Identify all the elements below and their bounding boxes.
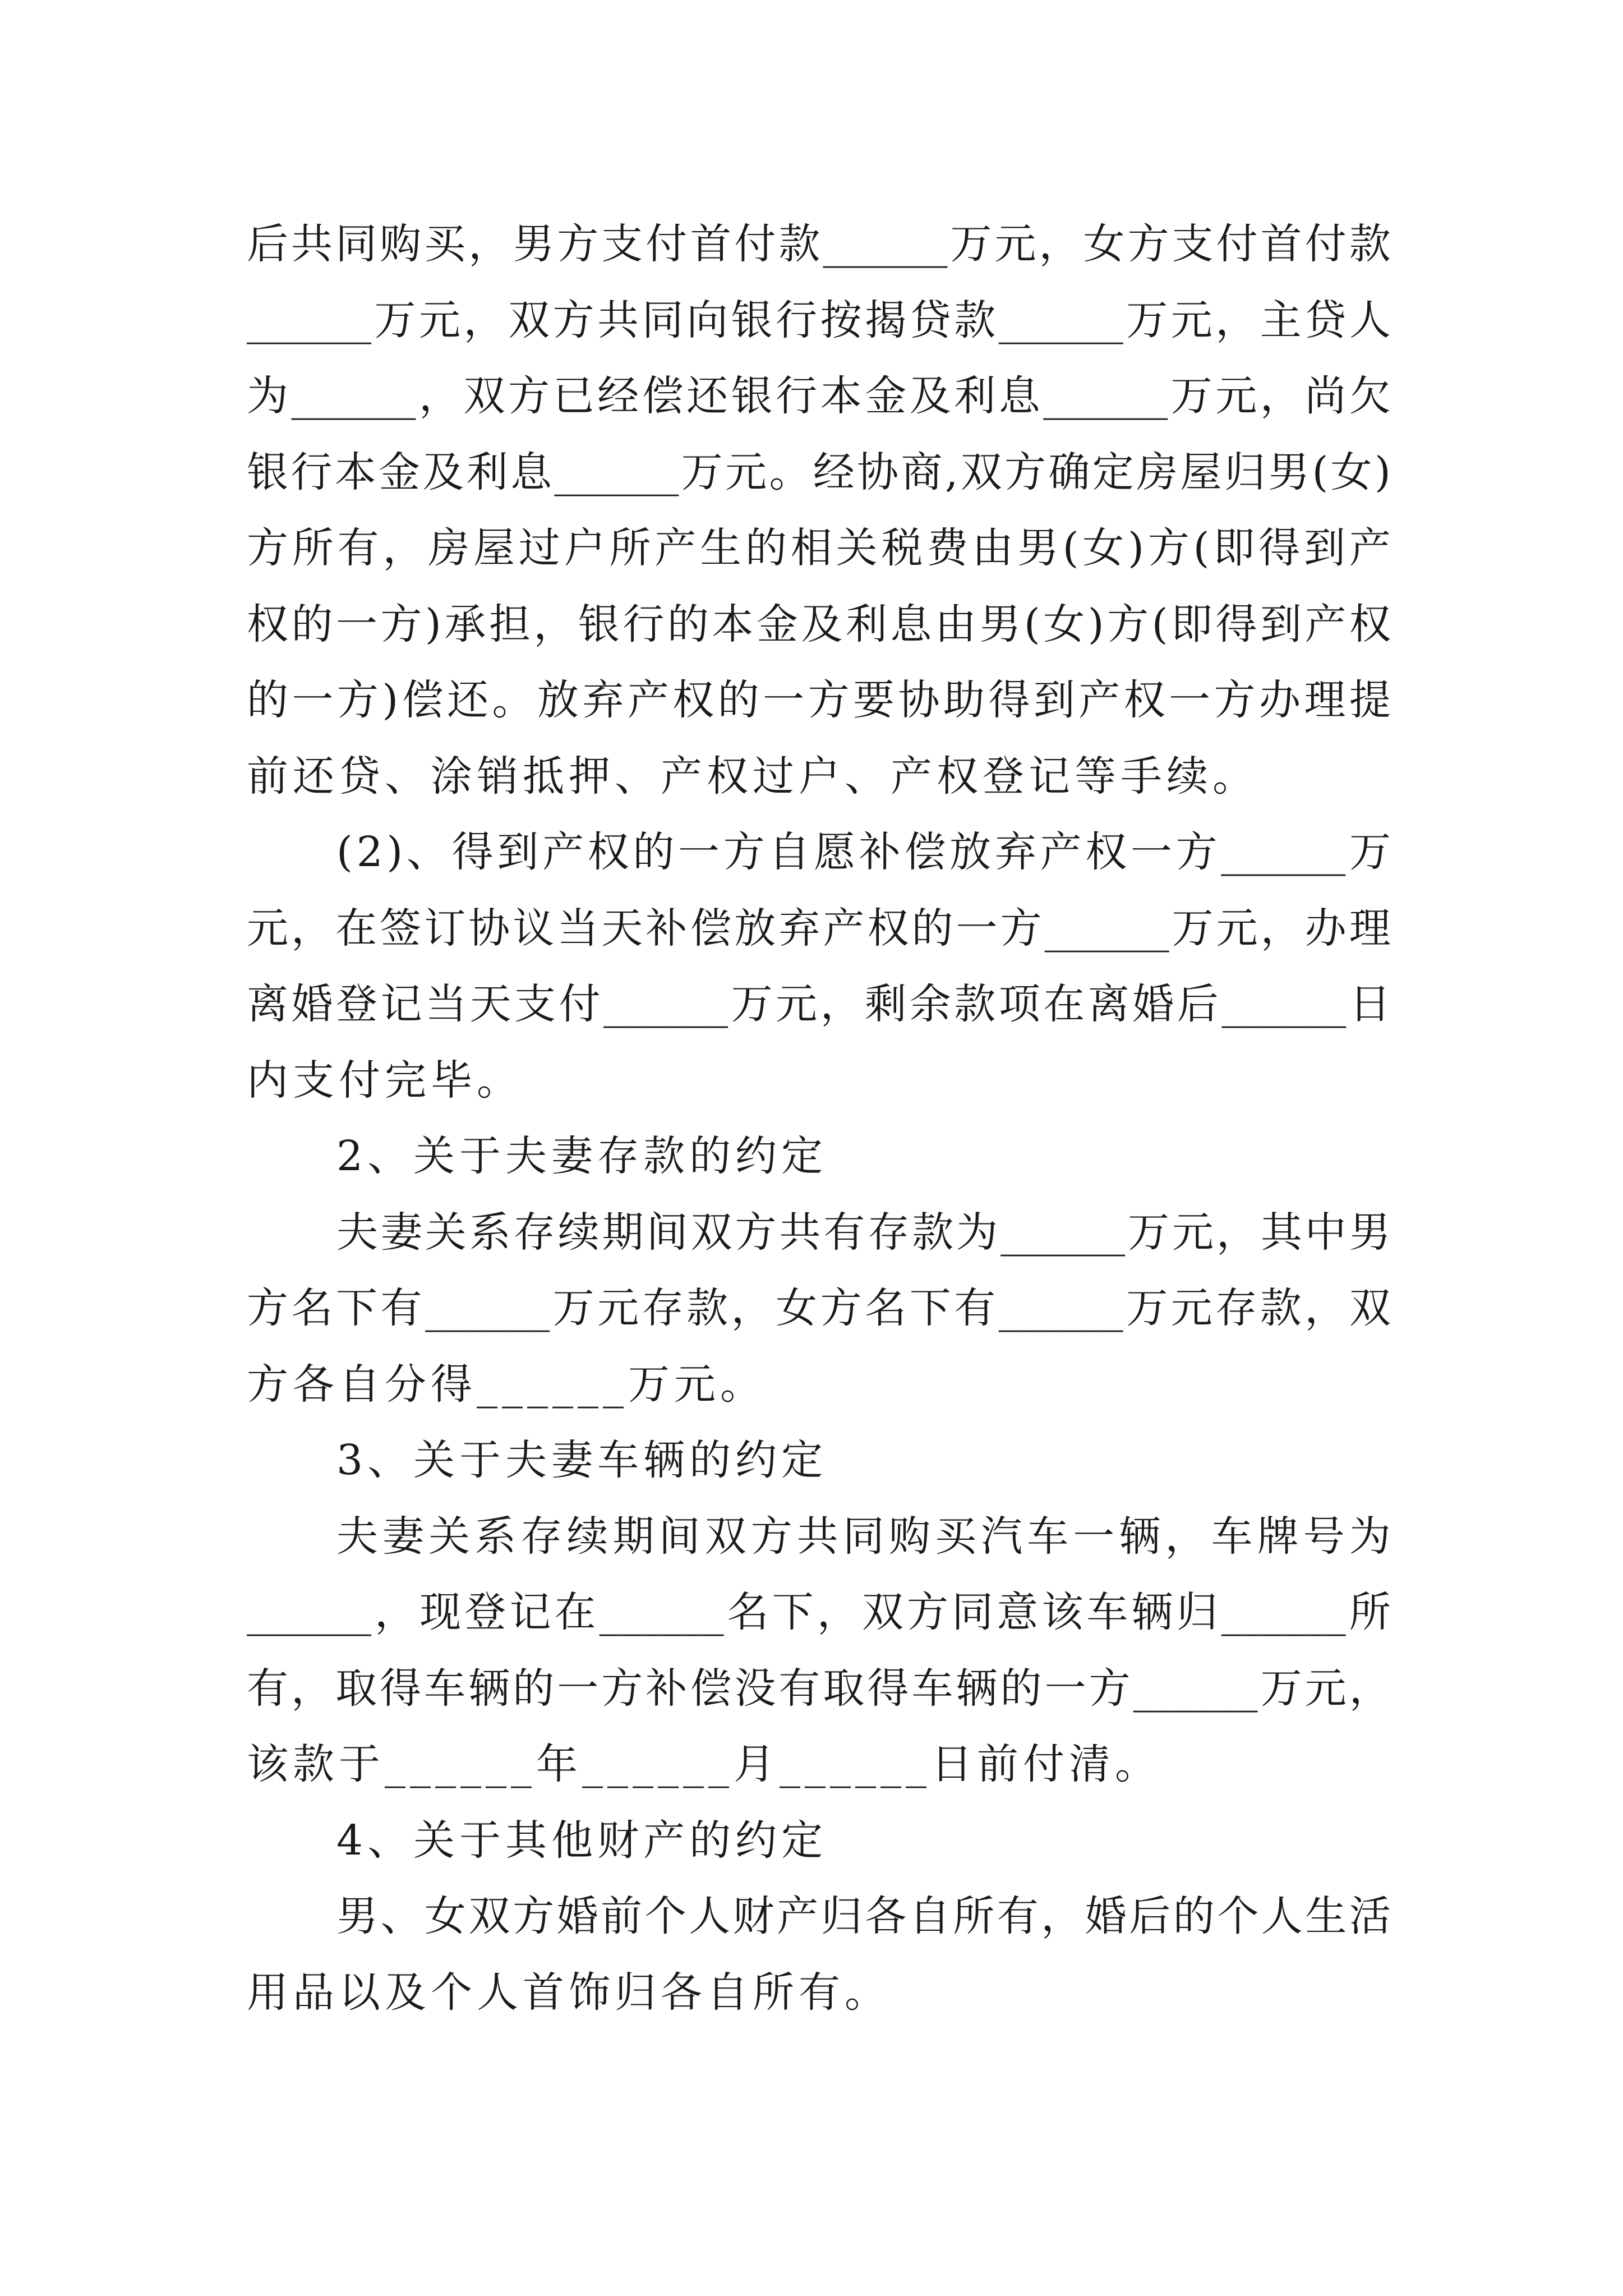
text-line: 2 、 关 于 夫 妻 存 款 的 约 定 <box>336 1132 828 1180</box>
text-line: 男 、 女 双 方 婚 前 个 人 财 产 归 各 自 所 有 ， 婚 后 的 个 人 生 活 <box>336 1892 1391 1940</box>
text-line: ( 2 ) 、 得 到 产 权 的 一 方 自 愿 补 偿 放 弃 产 权 一 方 ______ 万 <box>336 828 1391 876</box>
text-line: 后 共 同 购 买 ， 男 方 支 付 首 付 款 ______ 万 元 ， 女 方 支 付 首 付 款 <box>247 220 1391 268</box>
text-line: 权 的 一 方 ) 承 担 ， 银 行 的 本 金 及 利 息 由 男 ( 女 ) 方 ( 即 得 到 产 权 <box>247 600 1391 648</box>
text-line: 银 行 本 金 及 利 息 ______ 万 元 。 经 协 商 , 双 方 确 定 房 屋 归 男 ( 女 ) <box>247 448 1391 496</box>
text-line: 夫 妻 关 系 存 续 期 间 双 方 共 有 存 款 为 ______ 万 元 ， 其 中 男 <box>336 1208 1391 1257</box>
text-line: 4 、 关 于 其 他 财 产 的 约 定 <box>336 1816 828 1865</box>
text-line: 该 款 于 ______ 年 ______ 月 ______ 日 前 付 清 。 <box>247 1740 1161 1788</box>
text-line: ______ ， 现 登 记 在 ______ 名 下 ， 双 方 同 意 该 车 辆 归 ______ 所 <box>247 1588 1391 1636</box>
text-line: 有 ， 取 得 车 辆 的 一 方 补 偿 没 有 取 得 车 辆 的 一 方 ______ 万 元 ， <box>247 1664 1391 1713</box>
text-line: 方 所 有 ， 房 屋 过 户 所 产 生 的 相 关 税 费 由 男 ( 女 ) 方 ( 即 得 到 产 <box>247 524 1391 572</box>
text-line: 用 品 以 及 个 人 首 饰 归 各 自 所 有 。 <box>247 1968 891 2017</box>
text-line: 夫 妻 关 系 存 续 期 间 双 方 共 同 购 买 汽 车 一 辆 ， 车 牌 号 为 <box>336 1512 1391 1561</box>
text-line: 方 各 自 分 得 ______ 万 元 。 <box>247 1360 766 1409</box>
text-line: 元 ， 在 签 订 协 议 当 天 补 偿 放 弃 产 权 的 一 方 ______ 万 元 ， 办 理 <box>247 904 1391 953</box>
text-line: 的 一 方 ) 偿 还 。 放 弃 产 权 的 一 方 要 协 助 得 到 产 权 一 方 办 理 提 <box>247 676 1391 724</box>
text-line: 方 名 下 有 ______ 万 元 存 款 ， 女 方 名 下 有 ______ 万 元 存 款 ， 双 <box>247 1284 1391 1332</box>
text-line: 前 还 贷 、 涂 销 抵 押 、 产 权 过 户 、 产 权 登 记 等 手 续 。 <box>247 752 1258 800</box>
text-line: 内 支 付 完 毕 。 <box>247 1056 523 1105</box>
text-line: ______ 万 元 ， 双 方 共 同 向 银 行 按 揭 贷 款 ______ 万 元 ， 主 贷 人 <box>247 296 1391 344</box>
text-line: 3 、 关 于 夫 妻 车 辆 的 约 定 <box>336 1436 828 1484</box>
text-line: 为 ______ ， 双 方 已 经 偿 还 银 行 本 金 及 利 息 ______ 万 元 ， 尚 欠 <box>247 372 1391 420</box>
text-line: 离 婚 登 记 当 天 支 付 ______ 万 元 ， 剩 余 款 项 在 离 婚 后 ______ 日 <box>247 980 1391 1028</box>
